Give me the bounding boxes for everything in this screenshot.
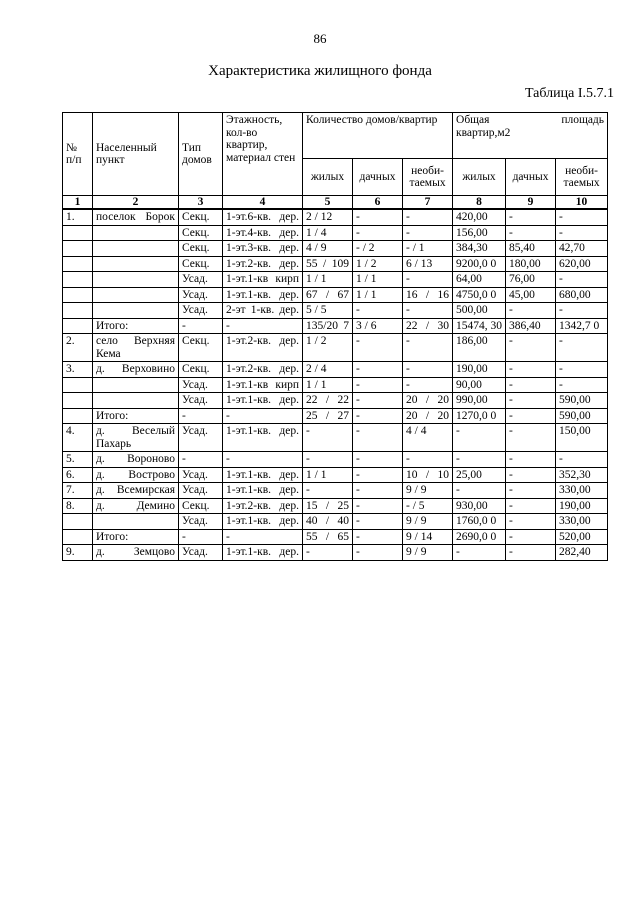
area-uninhabited: - <box>556 452 608 468</box>
document-title: Характеристика жилищного фонда <box>208 63 432 79</box>
house-type: Секц. <box>179 225 223 241</box>
house-type: Усад. <box>179 287 223 303</box>
count-dacha: - <box>353 377 403 393</box>
table-row <box>63 287 608 303</box>
area-uninhabited: 590,00 <box>556 393 608 409</box>
column-number: 7 <box>403 196 453 210</box>
count-dacha: - <box>353 483 403 499</box>
count-living: 55 / 109 <box>303 256 353 272</box>
house-type: - <box>179 408 223 424</box>
table-row <box>63 408 608 424</box>
settlement-name: д. Демино <box>93 498 179 514</box>
count-dacha: - <box>353 452 403 468</box>
header-area <box>453 113 608 159</box>
area-uninhabited: - <box>556 334 608 362</box>
settlement-name: д. Верховино <box>93 362 179 378</box>
table-row <box>63 303 608 319</box>
table-row <box>63 452 608 468</box>
count-dacha: 1 / 2 <box>353 256 403 272</box>
count-uninhabited: - <box>403 334 453 362</box>
count-living: - <box>303 483 353 499</box>
area-dacha: - <box>506 424 556 452</box>
count-living: 40 / 40 <box>303 514 353 530</box>
area-living: 156,00 <box>453 225 506 241</box>
count-living: 1 / 1 <box>303 467 353 483</box>
row-number <box>63 303 93 319</box>
settlement-name: д. Земцово <box>93 545 179 561</box>
area-dacha: - <box>506 362 556 378</box>
row-number: 2. <box>63 334 93 362</box>
table-body <box>63 196 608 561</box>
area-living: 64,00 <box>453 272 506 288</box>
house-type: Усад. <box>179 393 223 409</box>
area-living: 420,00 <box>453 209 506 225</box>
count-uninhabited: - <box>403 362 453 378</box>
column-number: 1 <box>63 196 93 210</box>
house-type: - <box>179 318 223 334</box>
count-living: 1 / 4 <box>303 225 353 241</box>
floors-material: 1-эт.4-кв. дер. <box>223 225 303 241</box>
house-type: Секц. <box>179 241 223 257</box>
settlement-name: д. Всемирская <box>93 483 179 499</box>
row-number <box>63 272 93 288</box>
area-living: - <box>453 424 506 452</box>
area-dacha: - <box>506 393 556 409</box>
area-dacha: - <box>506 209 556 225</box>
count-dacha: - <box>353 424 403 452</box>
area-living: 500,00 <box>453 303 506 319</box>
house-type: - <box>179 452 223 468</box>
count-dacha: 1 / 1 <box>353 272 403 288</box>
house-type: Секц. <box>179 256 223 272</box>
area-dacha: - <box>506 452 556 468</box>
count-living: 2 / 4 <box>303 362 353 378</box>
count-uninhabited: - <box>403 377 453 393</box>
table-row <box>63 272 608 288</box>
area-uninhabited: 42,70 <box>556 241 608 257</box>
floors-material: 1-эт.3-кв. дер. <box>223 241 303 257</box>
floors-material: 1-эт.1-кв. дер. <box>223 393 303 409</box>
house-type: Усад. <box>179 514 223 530</box>
floors-material: - <box>223 452 303 468</box>
area-living: 90,00 <box>453 377 506 393</box>
housing-stock-table <box>62 112 608 561</box>
area-uninhabited: - <box>556 303 608 319</box>
count-uninhabited: - <box>403 272 453 288</box>
area-uninhabited: 680,00 <box>556 287 608 303</box>
count-uninhabited: 20 / 20 <box>403 393 453 409</box>
house-type: Секц. <box>179 209 223 225</box>
floors-material: 1-эт.1-кв. дер. <box>223 545 303 561</box>
count-living: 1 / 2 <box>303 334 353 362</box>
count-living: 67 / 67 <box>303 287 353 303</box>
count-uninhabited: 4 / 4 <box>403 424 453 452</box>
house-type: Усад. <box>179 483 223 499</box>
settlement-name: поселок Борок <box>93 209 179 225</box>
area-dacha: - <box>506 334 556 362</box>
table-row <box>63 545 608 561</box>
area-dacha: - <box>506 483 556 499</box>
area-uninhabited: 150,00 <box>556 424 608 452</box>
house-type: Усад. <box>179 303 223 319</box>
column-number: 4 <box>223 196 303 210</box>
count-uninhabited: 10 / 10 <box>403 467 453 483</box>
count-dacha: - <box>353 467 403 483</box>
floors-material: 1-эт.1-кв. дер. <box>223 467 303 483</box>
count-uninhabited: 9 / 9 <box>403 514 453 530</box>
table-row <box>63 362 608 378</box>
area-uninhabited: 330,00 <box>556 514 608 530</box>
row-number <box>63 529 93 545</box>
column-number: 9 <box>506 196 556 210</box>
header-area-word3: квартир,м2 <box>456 126 511 139</box>
area-living: 190,00 <box>453 362 506 378</box>
floors-material: 1-эт.2-кв. дер. <box>223 362 303 378</box>
table-row <box>63 256 608 272</box>
table-label: Таблица I.5.7.1 <box>524 86 614 101</box>
house-type: Усад. <box>179 545 223 561</box>
area-living: - <box>453 483 506 499</box>
floors-material: - <box>223 529 303 545</box>
floors-material: 1-эт.1-кв кирп <box>223 272 303 288</box>
count-dacha: 1 / 1 <box>353 287 403 303</box>
count-dacha: - <box>353 334 403 362</box>
floors-material: 1-эт.1-кв кирп <box>223 377 303 393</box>
column-number: 3 <box>179 196 223 210</box>
area-uninhabited: - <box>556 377 608 393</box>
count-dacha: - <box>353 408 403 424</box>
area-uninhabited: - <box>556 209 608 225</box>
count-dacha: - <box>353 303 403 319</box>
column-number: 2 <box>93 196 179 210</box>
count-living: 135/20 7 <box>303 318 353 334</box>
area-uninhabited: - <box>556 362 608 378</box>
house-type: Усад. <box>179 424 223 452</box>
column-numbers-row <box>63 196 608 210</box>
table-row <box>63 514 608 530</box>
settlement-name <box>93 377 179 393</box>
settlement-name <box>93 256 179 272</box>
count-living: 4 / 9 <box>303 241 353 257</box>
count-dacha: - <box>353 225 403 241</box>
area-dacha: - <box>506 467 556 483</box>
table-row <box>63 377 608 393</box>
area-living: - <box>453 545 506 561</box>
header-area-word1: Общая <box>456 114 490 126</box>
settlement-name: село Верхняя Кема <box>93 334 179 362</box>
table-row <box>63 467 608 483</box>
count-dacha: - <box>353 498 403 514</box>
area-living: 990,00 <box>453 393 506 409</box>
area-dacha: 45,00 <box>506 287 556 303</box>
count-uninhabited: - <box>403 452 453 468</box>
settlement-name: Итого: <box>93 408 179 424</box>
row-number <box>63 408 93 424</box>
count-living: 5 / 5 <box>303 303 353 319</box>
area-living: 4750,0 0 <box>453 287 506 303</box>
count-dacha: - <box>353 209 403 225</box>
count-living: - <box>303 452 353 468</box>
header-settlement: Населенный пункт <box>93 113 179 196</box>
header-area-dacha: дачных <box>506 159 556 196</box>
count-living: 15 / 25 <box>303 498 353 514</box>
header-count-living: жилых <box>303 159 353 196</box>
area-dacha: - <box>506 545 556 561</box>
count-uninhabited: - <box>403 303 453 319</box>
count-dacha: 3 / 6 <box>353 318 403 334</box>
floors-material: 1-эт.1-кв. дер. <box>223 424 303 452</box>
row-number <box>63 256 93 272</box>
floors-material: - <box>223 408 303 424</box>
row-number: 7. <box>63 483 93 499</box>
area-uninhabited: 330,00 <box>556 483 608 499</box>
floors-material: 1-эт.1-кв. дер. <box>223 514 303 530</box>
table-row <box>63 529 608 545</box>
area-living: 2690,0 0 <box>453 529 506 545</box>
header-count-uninhabited: необи-таемых <box>403 159 453 196</box>
table-row <box>63 318 608 334</box>
house-type: Секц. <box>179 362 223 378</box>
count-living: 22 / 22 <box>303 393 353 409</box>
table-row <box>63 334 608 362</box>
header-count: Количество домов/квартир <box>303 113 453 159</box>
column-number: 8 <box>453 196 506 210</box>
count-uninhabited: - <box>403 225 453 241</box>
table-row <box>63 241 608 257</box>
table-row <box>63 498 608 514</box>
floors-material: 1-эт.6-кв. дер. <box>223 209 303 225</box>
row-number <box>63 287 93 303</box>
count-uninhabited: - / 5 <box>403 498 453 514</box>
column-number: 6 <box>353 196 403 210</box>
header-area-uninhabited: необи-таемых <box>556 159 608 196</box>
count-dacha: - <box>353 362 403 378</box>
row-number: 4. <box>63 424 93 452</box>
row-number: 3. <box>63 362 93 378</box>
floors-material: 1-эт.2-кв. дер. <box>223 334 303 362</box>
count-dacha: - <box>353 529 403 545</box>
header-num: № п/п <box>63 113 93 196</box>
floors-material: - <box>223 318 303 334</box>
count-uninhabited: 9 / 14 <box>403 529 453 545</box>
table-row <box>63 209 608 225</box>
count-living: - <box>303 545 353 561</box>
header-floors: Этажность, кол-во квартир, материал стен <box>223 113 303 196</box>
row-number <box>63 241 93 257</box>
row-number: 6. <box>63 467 93 483</box>
area-living: 15474, 30 <box>453 318 506 334</box>
count-living: 2 / 12 <box>303 209 353 225</box>
area-uninhabited: - <box>556 225 608 241</box>
count-uninhabited: - <box>403 209 453 225</box>
area-dacha: - <box>506 408 556 424</box>
header-count-dacha: дачных <box>353 159 403 196</box>
settlement-name <box>93 272 179 288</box>
settlement-name: Итого: <box>93 529 179 545</box>
page-number: 86 <box>313 31 327 46</box>
floors-material: 1-эт.2-кв. дер. <box>223 498 303 514</box>
area-living: 384,30 <box>453 241 506 257</box>
area-dacha: - <box>506 377 556 393</box>
area-uninhabited: 190,00 <box>556 498 608 514</box>
area-dacha: - <box>506 303 556 319</box>
count-living: 55 / 65 <box>303 529 353 545</box>
row-number: 1. <box>63 209 93 225</box>
settlement-name: д. Вострово <box>93 467 179 483</box>
area-dacha: - <box>506 514 556 530</box>
column-number: 5 <box>303 196 353 210</box>
floors-material: 2-эт 1-кв. дер. <box>223 303 303 319</box>
area-dacha: - <box>506 498 556 514</box>
area-dacha: 76,00 <box>506 272 556 288</box>
area-dacha: 85,40 <box>506 241 556 257</box>
count-living: - <box>303 424 353 452</box>
count-living: 25 / 27 <box>303 408 353 424</box>
header-area-living: жилых <box>453 159 506 196</box>
count-uninhabited: 6 / 13 <box>403 256 453 272</box>
settlement-name <box>93 514 179 530</box>
count-dacha: - <box>353 545 403 561</box>
settlement-name: Итого: <box>93 318 179 334</box>
row-number: 8. <box>63 498 93 514</box>
settlement-name <box>93 287 179 303</box>
area-living: 186,00 <box>453 334 506 362</box>
column-number: 10 <box>556 196 608 210</box>
row-number <box>63 514 93 530</box>
row-number <box>63 318 93 334</box>
count-dacha: - <box>353 514 403 530</box>
row-number <box>63 393 93 409</box>
settlement-name: д. Веселый Пахарь <box>93 424 179 452</box>
count-uninhabited: - / 1 <box>403 241 453 257</box>
header-house-type: Тип домов <box>179 113 223 196</box>
row-number: 5. <box>63 452 93 468</box>
area-dacha: - <box>506 529 556 545</box>
area-living: 1760,0 0 <box>453 514 506 530</box>
area-uninhabited: 352,30 <box>556 467 608 483</box>
settlement-name <box>93 303 179 319</box>
count-living: 1 / 1 <box>303 377 353 393</box>
area-living: 25,00 <box>453 467 506 483</box>
area-living: - <box>453 452 506 468</box>
house-type: Усад. <box>179 377 223 393</box>
area-dacha: 386,40 <box>506 318 556 334</box>
count-uninhabited: 9 / 9 <box>403 545 453 561</box>
area-uninhabited: 620,00 <box>556 256 608 272</box>
area-living: 1270,0 0 <box>453 408 506 424</box>
count-uninhabited: 22 / 30 <box>403 318 453 334</box>
count-uninhabited: 20 / 20 <box>403 408 453 424</box>
house-type: Усад. <box>179 272 223 288</box>
area-uninhabited: 1342,7 0 <box>556 318 608 334</box>
area-uninhabited: 520,00 <box>556 529 608 545</box>
area-uninhabited: 590,00 <box>556 408 608 424</box>
house-type: Секц. <box>179 498 223 514</box>
floors-material: 1-эт.2-кв. дер. <box>223 256 303 272</box>
settlement-name <box>93 225 179 241</box>
row-number <box>63 377 93 393</box>
header-area-word2: площадь <box>561 114 605 126</box>
floors-material: 1-эт.1-кв. дер. <box>223 483 303 499</box>
floors-material: 1-эт.1-кв. дер. <box>223 287 303 303</box>
area-dacha: 180,00 <box>506 256 556 272</box>
house-type: Усад. <box>179 467 223 483</box>
table-header <box>63 113 608 196</box>
row-number: 9. <box>63 545 93 561</box>
row-number <box>63 225 93 241</box>
house-type: - <box>179 529 223 545</box>
area-dacha: - <box>506 225 556 241</box>
count-dacha: - / 2 <box>353 241 403 257</box>
table-row <box>63 225 608 241</box>
area-living: 9200,0 0 <box>453 256 506 272</box>
area-living: 930,00 <box>453 498 506 514</box>
house-type: Секц. <box>179 334 223 362</box>
table-row <box>63 393 608 409</box>
area-uninhabited: - <box>556 272 608 288</box>
settlement-name <box>93 393 179 409</box>
settlement-name <box>93 241 179 257</box>
count-uninhabited: 9 / 9 <box>403 483 453 499</box>
count-living: 1 / 1 <box>303 272 353 288</box>
count-uninhabited: 16 / 16 <box>403 287 453 303</box>
table-row <box>63 424 608 452</box>
settlement-name: д. Вороново <box>93 452 179 468</box>
table-row <box>63 483 608 499</box>
area-uninhabited: 282,40 <box>556 545 608 561</box>
count-dacha: - <box>353 393 403 409</box>
